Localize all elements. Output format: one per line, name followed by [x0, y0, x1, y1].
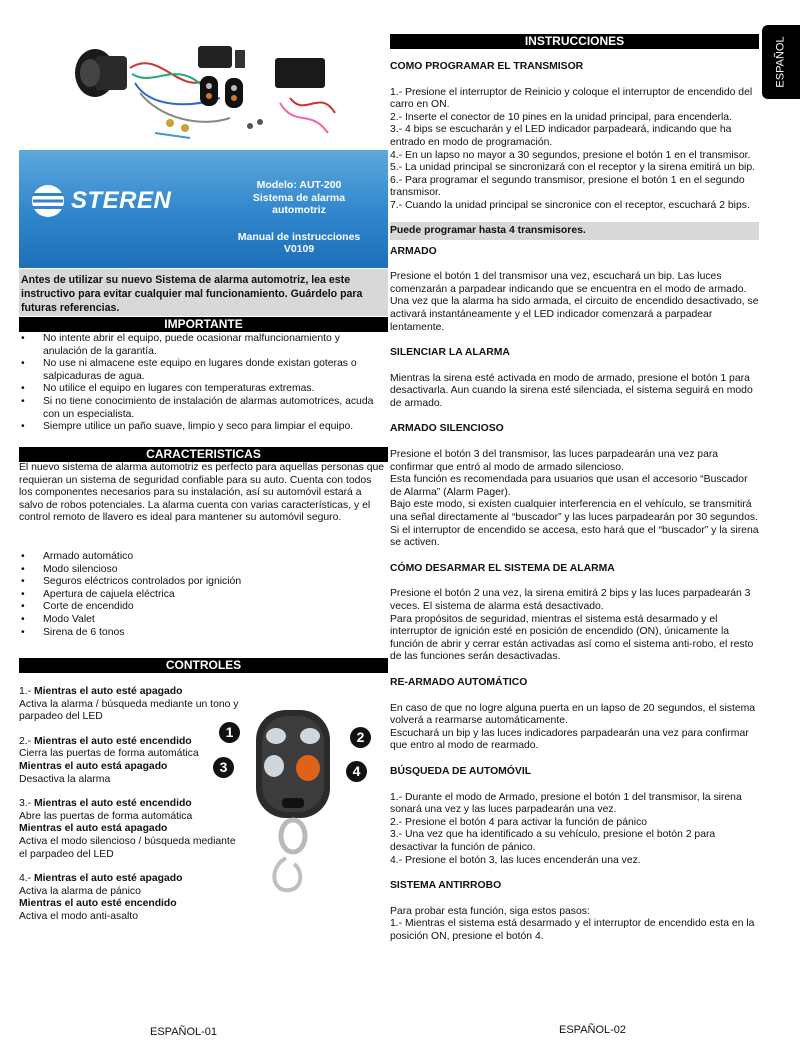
caracteristicas-list: [19, 551, 384, 639]
control-description: Activa el modo anti-asalto: [19, 910, 138, 922]
section-heading: BÚSQUEDA DE AUTOMÓVIL: [390, 765, 532, 777]
control-item-3: 3.- Mientras el auto esté encendido Abre las puertas de forma automática Mientras el auto está apagado Activa el modo silencioso / búsqueda mediante el parpadeo del LED: [19, 798, 244, 861]
list-item: • Apertura de cajuela eléctrica: [19, 589, 384, 602]
manual-line-2: V0109: [283, 243, 315, 255]
control-condition: Mientras el auto esté apagado: [34, 873, 183, 885]
button-label-4: 4: [346, 761, 367, 782]
side-tab: [762, 25, 800, 99]
importante-header: IMPORTANTE: [19, 317, 388, 332]
control-item-2: 2.- Mientras el auto esté encendido Cierra las puertas de forma automática Mientras el auto está apagado Desactiva la alarma: [19, 736, 244, 786]
control-description: Activa la alarma / búsqueda mediante un tono y parpadeo del LED: [19, 698, 239, 723]
list-item: • No utilice el equipo en lugares con temperaturas extremas.: [19, 383, 384, 396]
page-number-left: ESPAÑOL-01: [150, 1026, 218, 1038]
section-heading: RE-ARMADO AUTOMÁTICO: [390, 676, 528, 688]
intro-text: Antes de utilizar su nuevo Sistema de alarma automotriz, lea este instructivo para evitar cualquier mal funcionamiento. Guárdelo para futuras referencias.: [21, 274, 363, 314]
list-item: • No use ni almacene este equipo en lugares donde existan goteras o salpicaduras de agua.: [19, 358, 384, 383]
section-text: En caso de que no logre alguna puerta en un lapso de 20 segundos, el sistema volverá a rearmarse automáticamente. Escuchará un bip y las luces indicadores parpadearán una vez para confirmar que entro al modo de rearmado.: [390, 702, 756, 752]
section-text: Presione el botón 3 del transmisor, las luces parpadearán una vez para confirmar que entró al modo de armado silencioso. Esta función es recomendada para usuarios que usan el accesorio “Buscador de Alarma” (Alarm Pager). Bajo este modo, si existen cualquier interferencia en el vehículo, se transmitirá una señal directamente al “buscador” y las luces parpadearán por 30 segundos. Si el interruptor de encendido se accesa, esto hará que el “buscador” y la sirena se activen.: [390, 449, 759, 549]
section-heading: ARMADO SILENCIOSO: [390, 423, 504, 435]
list-item: • Modo Valet: [19, 614, 384, 627]
product-kit-image: [60, 38, 340, 143]
section-heading: ARMADO: [390, 245, 437, 257]
importante-list: [19, 333, 384, 434]
section-text: Mientras la sirena esté activada en modo de armado, presione el botón 1 para desactivarla. Aun cuando la sirena esté silenciada, el sistema seguirá en modo de armado.: [390, 372, 753, 409]
control-condition: Mientras el auto esté encendido: [34, 735, 192, 747]
caracteristicas-header: CARACTERISTICAS: [19, 447, 388, 462]
control-item-1: 1.- Mientras el auto esté apagado Activa la alarma / búsqueda mediante un tono y parpadeo del LED: [19, 686, 244, 724]
model-block: [224, 179, 374, 256]
brand-name: STEREN: [71, 187, 172, 214]
section-text: 1.- Presione el interruptor de Reinicio y coloque el interruptor de encendido del carro en ON. 2.- Inserte el conector de 10 pines en la unidad principal, para encenderla. 3.- 4 bips se escucharán y el LED indicador parpadeará, indicando que ha entrado en modo de programación. 4.- En un lapso no mayor a 30 segundos, presione el botón 1 en el transmisor. 5.- La unidad principal se sincronizará con el receptor y la sirena emitirá un bip. 6.- Para programar el segundo transmisor, presione el botón 1 en el segundo transmisor. 7.- Cuando la unidad principal se sincronice con el receptor, escuchará 2 bips.: [390, 86, 756, 211]
section-heading: SILENCIAR LA ALARMA: [390, 347, 510, 359]
controles-header: CONTROLES: [19, 658, 388, 673]
section-text: 1.- Durante el modo de Armado, presione el botón 1 del transmisor, la sirena sonará una vez y las luces parpadearán una vez. 2.- Presione el botón 4 para activar la función de pánico 3.- Una vez que ha identificado a su vehículo, presione el botón 2 para desactivar la función de pánico. 4.- Presione el botón 3, las luces encenderán una vez.: [390, 791, 742, 866]
caracteristicas-text: El nuevo sistema de alarma automotriz es perfecto para aquellas personas que requieran un sistema de seguridad confiable para su auto. Cuenta con todos los componentes necesarios para su instalación, así su automóvil estará a salvo de robos potenciales. La alarma cuenta con varias características, y el control remoto de llavero es ideal para mantener su automóvil seguro.: [19, 462, 385, 524]
control-item-4: 4.- Mientras el auto esté apagado Activa la alarma de pánico Mientras el auto esté encendido Activa el modo anti-asalto: [19, 873, 244, 923]
button-label-2: 2: [350, 727, 371, 748]
control-condition: Mientras el auto esté encendido: [19, 898, 177, 910]
list-item: • Sirena de 6 tonos: [19, 627, 384, 640]
section-text: Para probar esta función, siga estos pasos: 1.- Mientras el sistema está desarmado y el interruptor de encendido esta en la posición ON, presione el botón 4.: [390, 905, 755, 942]
list-item: • Siempre utilice un paño suave, limpio y seco para limpiar el equipo.: [19, 421, 384, 434]
intro-box: [19, 269, 388, 316]
remote-control-image: [248, 708, 338, 896]
side-tab-label: ESPAÑOL: [774, 36, 787, 88]
control-description: Activa el modo silencioso / búsqueda mediante el parpadeo del LED: [19, 835, 236, 860]
manual-line-1: Manual de instrucciones: [237, 230, 361, 243]
control-condition: Mientras el auto está apagado: [19, 760, 168, 772]
button-label-1: 1: [219, 722, 240, 743]
button-label-3: 3: [213, 757, 234, 778]
control-condition: Mientras el auto esté apagado: [34, 686, 183, 697]
note-box: [390, 222, 759, 240]
controles-list: [19, 686, 244, 936]
instrucciones-body: [390, 61, 759, 943]
control-description: Desactiva la alarma: [19, 773, 111, 785]
list-item: • Corte de encendido: [19, 601, 384, 614]
page-number-right: ESPAÑOL-02: [559, 1024, 627, 1036]
model-line-3: automotriz: [272, 204, 326, 216]
control-description: Cierra las puertas de forma automática: [19, 748, 199, 760]
list-item: • Armado automático: [19, 551, 384, 564]
list-item: • Modo silencioso: [19, 564, 384, 577]
control-condition: Mientras el auto está apagado: [19, 823, 168, 835]
control-description: Activa la alarma de pánico: [19, 885, 141, 897]
list-item: • Seguros eléctricos controlados por ignición: [19, 576, 384, 589]
steren-logo-icon: [31, 184, 65, 218]
section-heading: COMO PROGRAMAR EL TRANSMISOR: [390, 61, 584, 72]
list-item: • Si no tiene conocimiento de instalación de alarmas automotrices, acuda con un especialista.: [19, 396, 384, 421]
instrucciones-header: INSTRUCCIONES: [390, 34, 759, 49]
section-heading: CÓMO DESARMAR EL SISTEMA DE ALARMA: [390, 562, 615, 574]
section-heading: SISTEMA ANTIRROBO: [390, 880, 502, 892]
model-line-2: Sistema de alarma: [252, 191, 346, 204]
model-line-1: Modelo: AUT-200: [256, 179, 342, 191]
note-text: Puede programar hasta 4 transmisores.: [390, 224, 586, 236]
section-text: Presione el botón 1 del transmisor una vez, escuchará un bip. Las luces comenzarán a parpadear indicando que se encuentra en el modo de armado. Una vez que la alarma ha sido armada, el circuito de encendido desactivado, se activará instantáneamente y el LED indicador comenzará a parpadear lentamente.: [390, 271, 759, 333]
brand-banner: [19, 150, 388, 268]
list-item: • No intente abrir el equipo, puede ocasionar malfuncionamiento y anulación de la garantía.: [19, 333, 384, 358]
control-description: Abre las puertas de forma automática: [19, 810, 193, 822]
control-condition: Mientras el auto esté encendido: [34, 798, 192, 810]
section-text: Presione el botón 2 una vez, la sirena emitirá 2 bips y las luces parpadearán 3 veces. El sistema de alarma está desactivado. Para propósitos de seguridad, mientras el sistema está desarmado y el interruptor de ignición esté en posición de encendido (ON), únicamente la función de abrir y cerrar están activadas así como el sistema anti-robo, el resto de las funciones serán desactivadas.: [390, 588, 754, 663]
